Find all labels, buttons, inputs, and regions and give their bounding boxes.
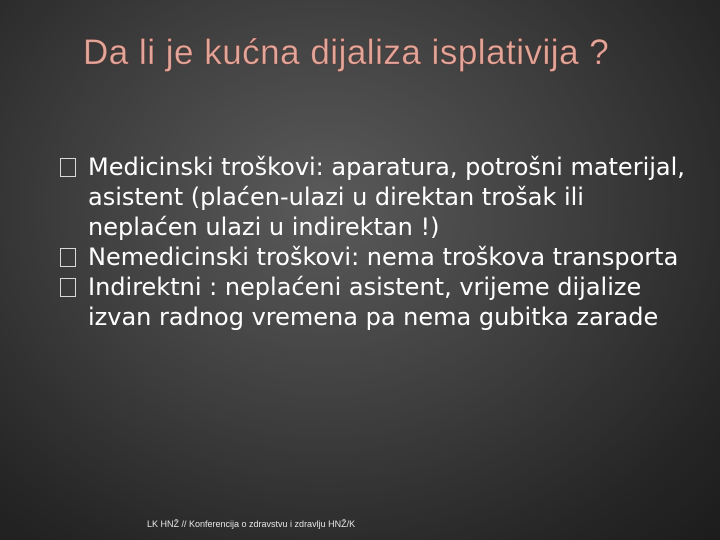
bullet-text: Nemedicinski troškovi: nema troškova transporta (88, 243, 679, 271)
bullet-item (58, 152, 698, 242)
slide-footer: LK HNŽ // Konferencija o zdravstvu i zdravlju HNŽ/K (147, 519, 356, 529)
bullet-item (58, 242, 698, 272)
bullet-box-icon (60, 158, 76, 177)
bullet-item (58, 272, 698, 332)
bullet-text: Indirektni : neplaćeni asistent, vrijeme dijalize izvan radnog vremena pa nema gubitka zarade (88, 273, 659, 331)
bullet-box-icon (60, 278, 76, 297)
bullet-box-icon (60, 248, 76, 267)
bullet-list (58, 152, 698, 332)
bullet-text: Medicinski troškovi: aparatura, potrošni materijal, asistent (plaćen-ulazi u direktan trošak ili neplaćen ulazi u indirektan !) (88, 153, 685, 241)
slide-title: Da li je kućna dijaliza isplativija ? (83, 33, 610, 72)
